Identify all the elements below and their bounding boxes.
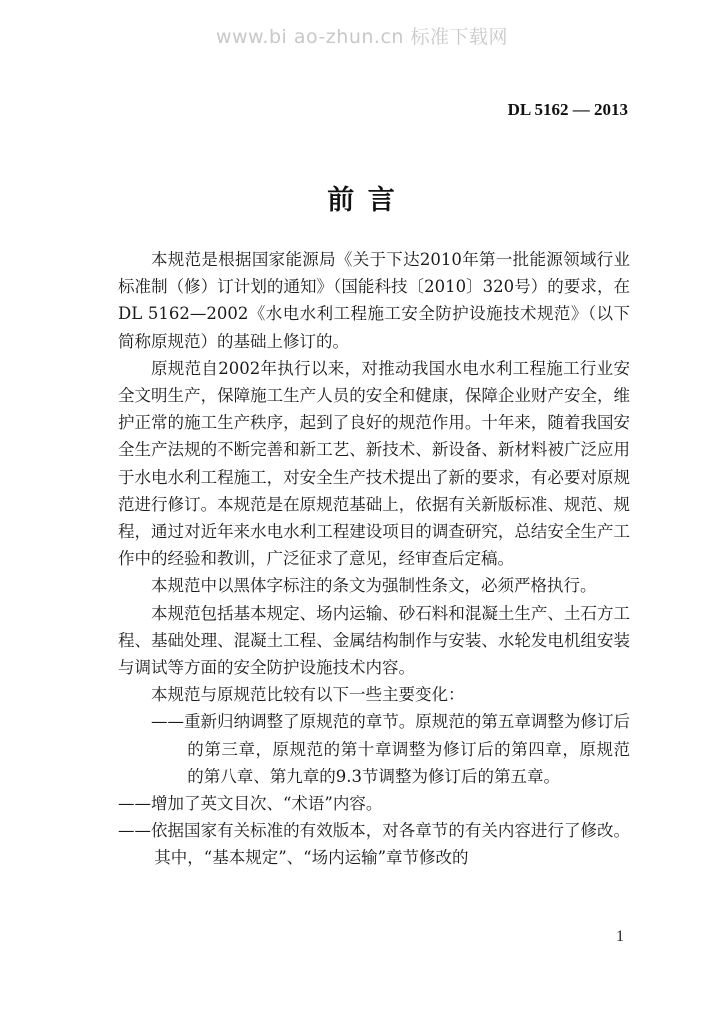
watermark-text: www.bi ao-zhun.cn 标准下载网: [216, 26, 508, 48]
page-number: 1: [616, 928, 624, 945]
paragraph-intro: 本规范是根据国家能源局《关于下达2010年第一批能源领域行业标准制（修）订计划的通知》（国能科技〔2010〕320号）的要求，在DL 5162—2002《水电水利工程施工安全防护设施技术规范》（以下简称原规范）的基础上修订的。: [118, 250, 630, 351]
paragraph-scope: 本规范包括基本规定、场内运输、砂石料和混凝土生产、土石方工程、基础处理、混凝土工程、金属结构制作与安装、水轮发电机组安装与调试等方面的安全防护设施技术内容。: [118, 603, 630, 678]
change-item: ——重新归纳调整了原规范的章节。原规范的第五章调整为修订后的第三章，原规范的第十章调整为修订后的第四章，原规范的第八章、第九章的9.3节调整为修订后的第五章。: [151, 712, 630, 786]
change-item: ——依据国家有关标准的有效版本，对各章节的有关内容进行了修改。其中，“基本规定”、“场内运输”章节修改的: [118, 821, 630, 868]
paragraph-background: 原规范自2002年执行以来，对推动我国水电水利工程施工行业安全文明生产，保障施工生产人员的安全和健康，保障企业财产安全，维护正常的施工生产秩序，起到了良好的规范作用。十年来，随着我国安全生产法规的不断完善和新工艺、新技术、新设备、新材料被广泛应用于水电水利工程施工，对安全生产技术提出了新的要求，有必要对原规范进行修订。本规范是在原规范基础上，依据有关新版标准、规范、规程，通过对近年来水电水利工程建设项目的调查研究，总结安全生产工作中的经验和教训，广泛征求了意见，经审查后定稿。: [118, 358, 630, 569]
document-code: DL 5162 — 2013: [507, 100, 628, 119]
paragraph-changes-lead: 本规范与原规范比较有以下一些主要变化：: [151, 685, 465, 705]
paragraph-mandatory: 本规范中以黑体字标注的条文为强制性条文，必须严格执行。: [151, 576, 597, 596]
change-item: ——增加了英文目次、“术语”内容。: [118, 794, 383, 814]
body-content: [118, 246, 630, 872]
page-title: 前 言: [327, 185, 397, 216]
